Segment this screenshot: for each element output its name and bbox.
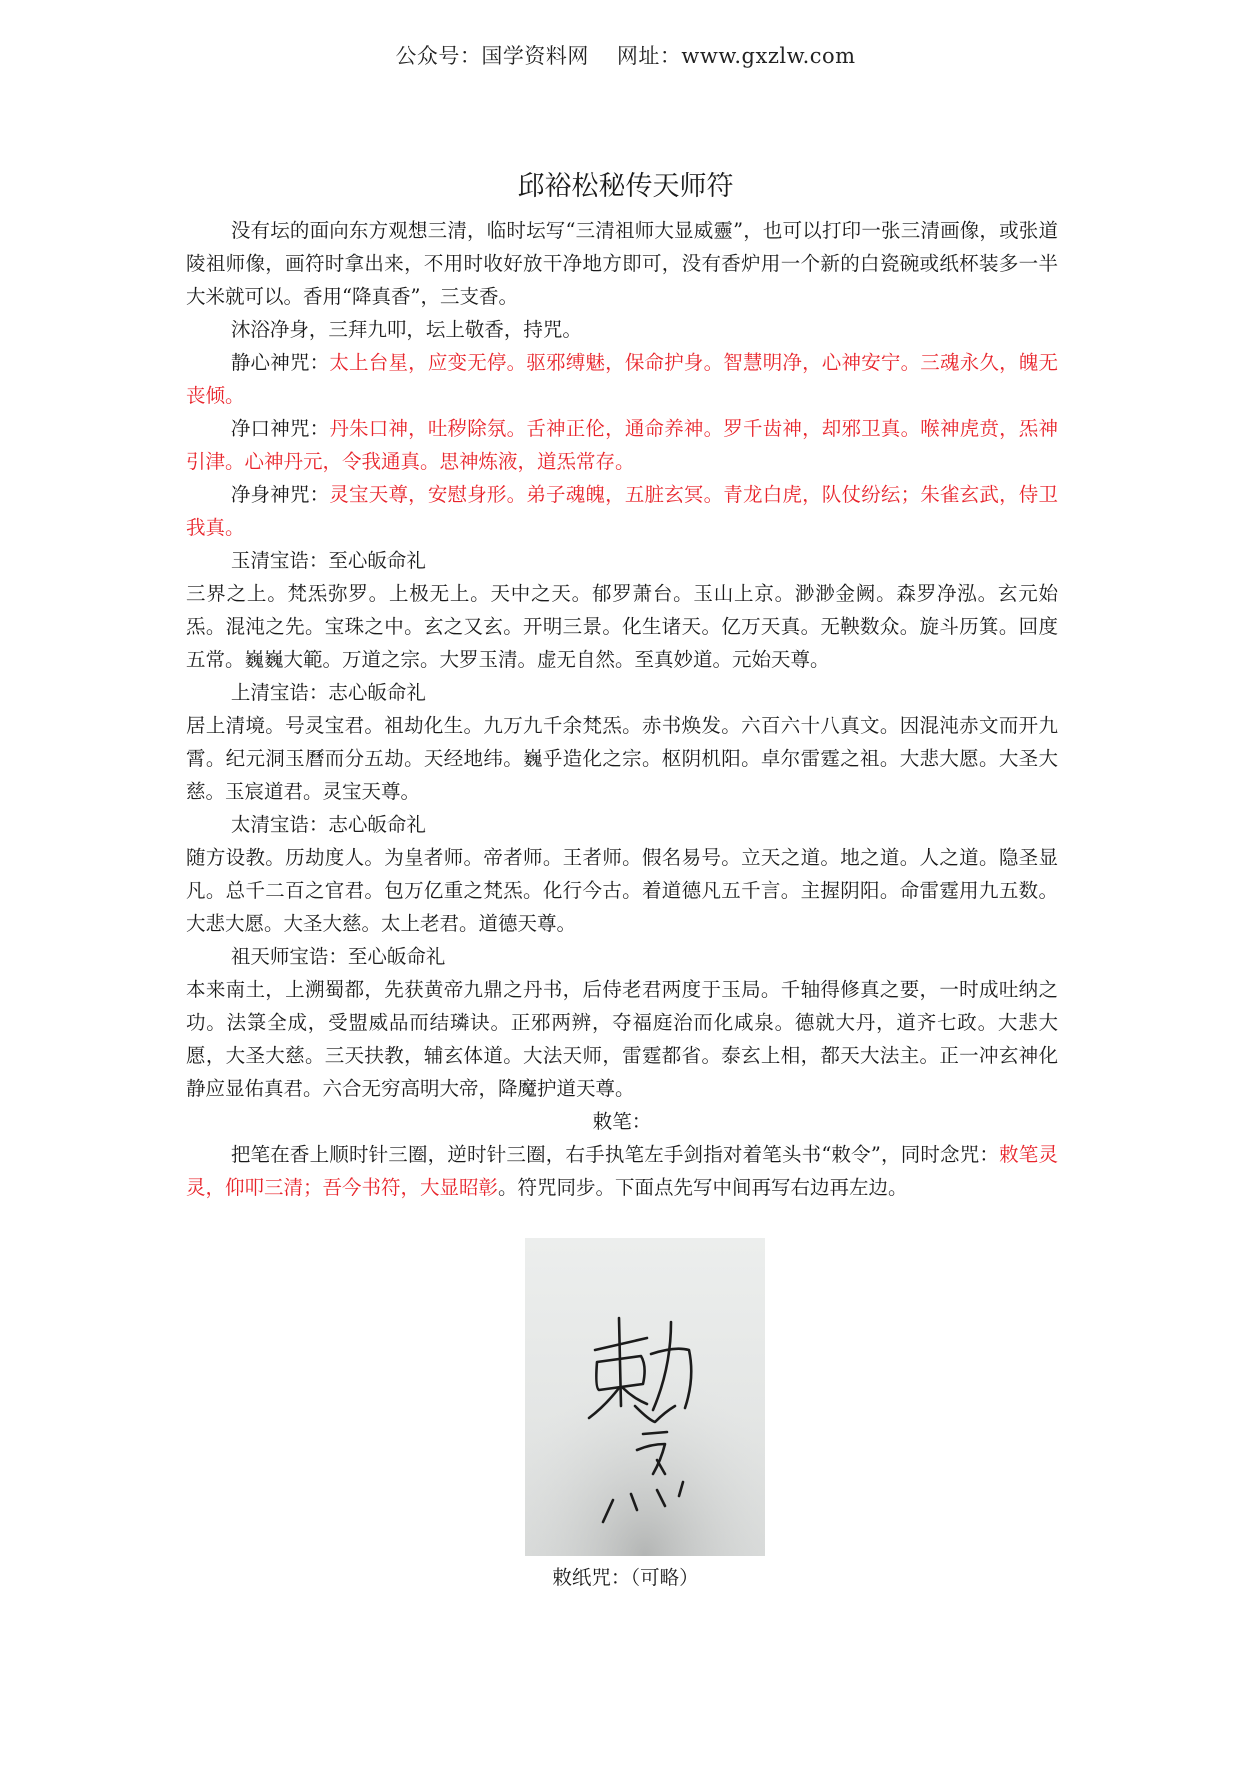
talisman-drawing <box>525 1238 765 1556</box>
document-title: 邱裕松秘传天师符 <box>517 171 734 202</box>
hymn-heading-shangqing: 上清宝诰：志心皈命礼 <box>230 681 426 704</box>
pen-mantra: 敕笔灵灵，仰叩三清；吾今书符，大显昭彰 <box>186 1143 1058 1199</box>
mantra-text: 太上台星，应变无停。驱邪缚魅，保命护身。智慧明净，心神安宁。三魂永久，魄无丧倾。 <box>186 351 1058 407</box>
hymn-body-zutianshi: 本来南土，上溯蜀都，先获黄帝九鼎之丹书，后侍老君两度于玉局。千轴得修真之要，一时成吐纳之功。法箓全成，受盟威品而结璘诀。正邪两辨，夺福庭治而化咸泉。德就大丹，道齐七政。大悲大愿，大圣大慈。三天扶教，辅玄体道。大法天师，雷霆都省。泰玄上相，都天大法主。正一冲玄神化静应显佑真君。六合无穷高明大帝，降魔护道天尊。 <box>186 978 1058 1100</box>
hymn-heading-taiqing: 太清宝诰：志心皈命礼 <box>230 813 426 836</box>
pen-paragraph <box>186 1138 1058 1204</box>
page-header <box>0 40 1251 70</box>
talisman-photo <box>525 1238 765 1556</box>
hymn-heading-yuqing: 玉清宝诰：至心皈命礼 <box>230 549 426 572</box>
intro-paragraph: 没有坛的面向东方观想三清，临时坛写“三清祖师大显威靈”，也可以打印一张三清画像，或张道陵祖师像，画符时拿出来，不用时收好放干净地方即可，没有香炉用一个新的白瓷碗或纸杯装多一半大米就可以。香用“降真香”，三支香。 <box>186 219 1058 308</box>
mantra-text: 灵宝天尊，安慰身形。弟子魂魄，五脏玄冥。青龙白虎，队仗纷纭；朱雀玄武，侍卫我真。 <box>186 483 1058 539</box>
figure-caption: 敕纸咒：（可略） <box>552 1566 699 1589</box>
mantra-clean-mouth <box>186 412 1058 478</box>
pen-text-2: 。符咒同步。下面点先写中间再写右边再左边。 <box>498 1176 908 1199</box>
hymn-body-shangqing: 居上清境。号灵宝君。祖劫化生。九万九千余梵炁。赤书焕发。六百六十八真文。因混沌赤文而开九霄。纪元洞玉曆而分五劫。天经地纬。巍乎造化之宗。枢阴机阳。卓尔雷霆之祖。大悲大愿。大圣大慈。玉宸道君。灵宝天尊。 <box>186 714 1058 803</box>
header-account: 公众号：国学资料网 <box>395 44 589 68</box>
mantra-calm-heart <box>186 346 1058 412</box>
hymn-body-taiqing: 随方设教。历劫度人。为皇者师。帝者师。王者师。假名易号。立天之道。地之道。人之道。隐圣显凡。总千二百之官君。包万亿重之梵炁。化行今古。着道德凡五千言。主握阴阳。命雷霆用九五数。大悲大愿。大圣大慈。太上老君。道德天尊。 <box>186 846 1058 935</box>
mantra-clean-body <box>186 478 1058 544</box>
bathing-paragraph: 沐浴净身，三拜九叩，坛上敬香，持咒。 <box>230 318 582 341</box>
mantra-text: 丹朱口神，吐秽除氛。舌神正伦，通命养神。罗千齿神，却邪卫真。喉神虎贲，炁神引津。心神丹元，令我通真。思神炼液，道炁常存。 <box>186 417 1058 473</box>
mantra-label: 净身神咒： <box>230 483 330 506</box>
mantra-label: 静心神咒： <box>230 351 330 374</box>
header-site: 网址：www.gxzlw.com <box>616 44 856 68</box>
pen-heading: 敕笔： <box>592 1110 652 1133</box>
document-body <box>186 214 1058 1204</box>
mantra-label: 净口神咒： <box>230 417 330 440</box>
hymn-body-yuqing: 三界之上。梵炁弥罗。上极无上。天中之天。郁罗萧台。玉山上京。渺渺金阙。森罗净泓。玄元始炁。混沌之先。宝珠之中。玄之又玄。开明三景。化生诸天。亿万天真。无鞅数众。旋斗历箕。回度五常。巍巍大範。万道之宗。大罗玉清。虚无自然。至真妙道。元始天尊。 <box>186 582 1058 671</box>
pen-text-1: 把笔在香上顺时针三圈，逆时针三圈，右手执笔左手剑指对着笔头书“敕令”，同时念咒： <box>230 1143 1000 1166</box>
hymn-heading-zutianshi: 祖天师宝诰：至心皈命礼 <box>230 945 446 968</box>
